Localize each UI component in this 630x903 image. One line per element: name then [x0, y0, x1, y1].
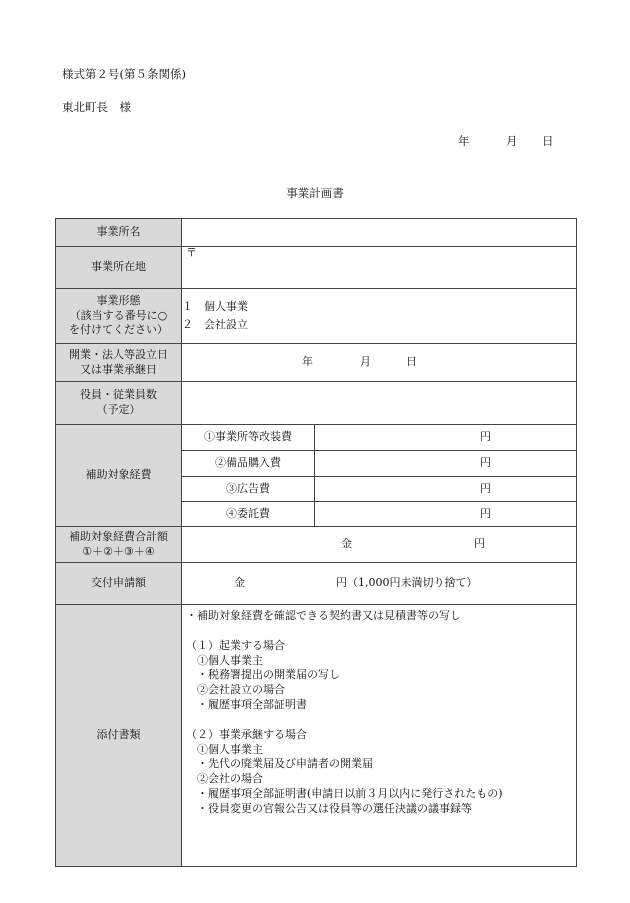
start-date-year: 年: [302, 355, 313, 369]
expense-equipment-label: ②備品購入費: [182, 451, 315, 477]
staff-count-label-line: 役員・従業員数: [80, 388, 157, 402]
start-date-label-line: 又は事業承継日: [80, 362, 157, 376]
application-amount-field[interactable]: [182, 563, 577, 605]
attachment-line: ②会社設立の場合: [186, 683, 285, 697]
attachment-line: ・先代の廃業届及び申請者の開業届: [186, 757, 373, 771]
office-address-label: 事業所在地: [56, 247, 182, 289]
attachment-line: ①個人事業主: [186, 742, 263, 756]
subsidy-expense-label: 補助対象経費: [56, 425, 182, 527]
business-form-options[interactable]: [182, 289, 577, 344]
submission-date: [458, 133, 554, 149]
business-form-label-line: を付けてください）: [69, 323, 168, 337]
attachment-line: ・履歴事項全部証明書(申請日以前３月以内に発行されたもの): [186, 787, 503, 801]
document-title: 事業計画書: [286, 186, 344, 200]
addressee: 東北町長 様: [62, 100, 131, 114]
business-form-option-individual[interactable]: １ 個人事業: [182, 299, 248, 313]
expense-advertising-label: ③広告費: [182, 477, 315, 502]
start-date-label: [56, 344, 182, 382]
business-plan-table: [55, 218, 577, 867]
attachment-line: （１）起業する場合: [186, 638, 285, 652]
start-date-month: 月: [360, 355, 371, 369]
application-kin: 金: [234, 576, 245, 590]
application-amount-label: 交付申請額: [56, 563, 182, 605]
expense-renovation-label: ①事業所等改装費: [182, 425, 315, 451]
attachment-line: [186, 713, 576, 728]
expense-outsourcing-label: ④委託費: [182, 502, 315, 527]
date-day: 日: [542, 134, 554, 148]
start-date-field[interactable]: [182, 344, 577, 382]
total-expense-label-line: ①＋②＋③＋④: [82, 544, 155, 558]
attachment-line: ①個人事業主: [186, 653, 263, 667]
expense-equipment-field[interactable]: 円: [315, 451, 577, 477]
attachment-line: [186, 624, 576, 639]
office-address-field[interactable]: [182, 247, 577, 289]
application-yen: 円（1,000円未満切り捨て）: [336, 576, 478, 590]
staff-count-label-line: （予定）: [96, 403, 141, 416]
postal-mark: 〒: [186, 246, 197, 260]
attachment-line: ②会社の場合: [186, 772, 263, 786]
total-expense-label-line: 補助対象経費合計額: [69, 529, 168, 543]
office-name-label: 事業所名: [56, 219, 182, 247]
business-form-label: [56, 289, 182, 344]
business-form-label-line: 事業形態: [96, 293, 141, 307]
start-date-day: 日: [406, 355, 417, 369]
expense-advertising-field[interactable]: 円: [315, 477, 577, 502]
start-date-label-line: 開業・法人等設立日: [69, 347, 168, 361]
expense-outsourcing-field[interactable]: 円: [315, 502, 577, 527]
staff-count-field[interactable]: [182, 382, 577, 425]
total-expense-label: [56, 527, 182, 563]
date-month: 月: [506, 134, 518, 148]
business-form-label-line: （該当する番号に○: [69, 308, 168, 322]
form-number: 様式第２号(第５条関係): [62, 67, 186, 81]
staff-count-label: [56, 382, 182, 425]
attachments-list: [182, 605, 577, 867]
total-yen: 円: [474, 537, 485, 551]
business-form-option-company[interactable]: ２ 会社設立: [182, 317, 248, 331]
attachment-line: （２）事業承継する場合: [186, 727, 307, 741]
attachments-label: 添付書類: [56, 605, 182, 867]
total-expense-field[interactable]: [182, 527, 577, 563]
attachment-line: ・補助対象経費を確認できる契約書又は見積書等の写し: [186, 609, 461, 622]
attachment-line: ・履歴事項全部証明書: [186, 698, 307, 712]
total-kin: 金: [341, 537, 352, 551]
attachment-line: ・役員変更の官報公告又は役員等の選任決議の議事録等: [186, 801, 472, 815]
office-name-field[interactable]: [182, 219, 577, 247]
expense-renovation-field[interactable]: 円: [315, 425, 577, 451]
date-year: 年: [458, 134, 470, 148]
attachment-line: ・税務署提出の開業届の写し: [186, 668, 340, 682]
